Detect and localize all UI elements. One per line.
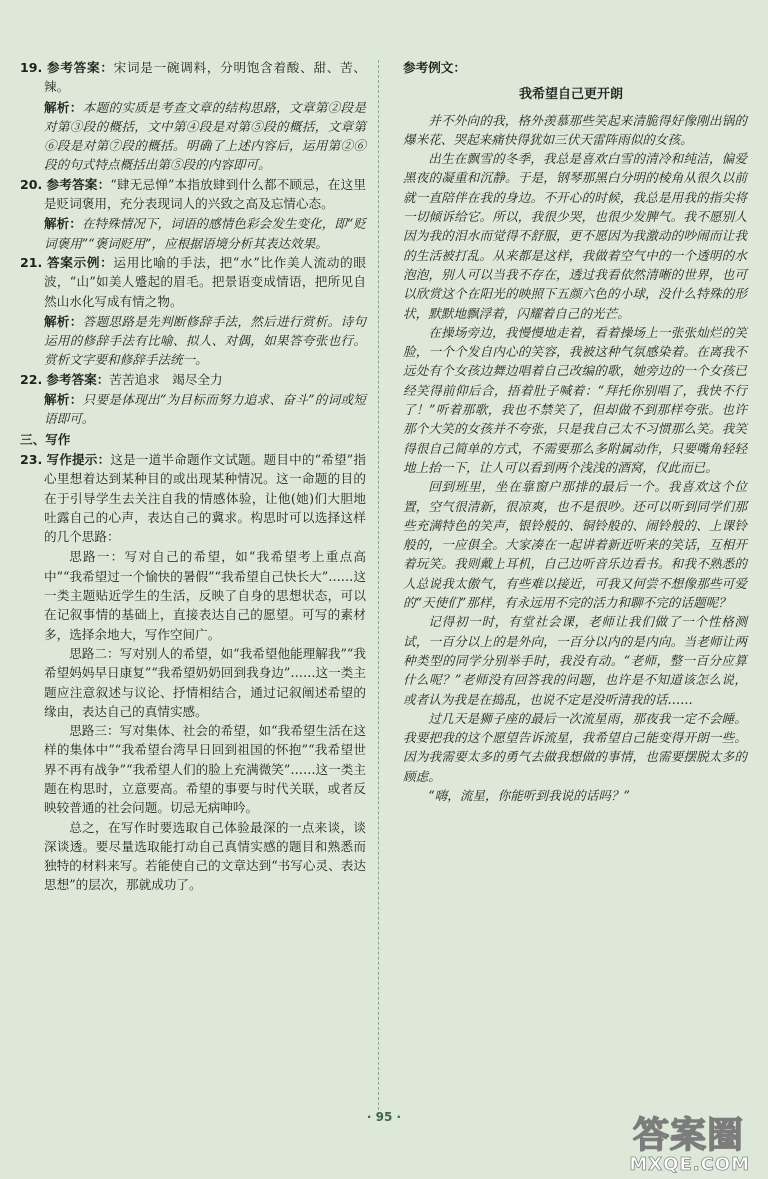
essay-title: 我希望自己更开朗 (518, 87, 623, 103)
analysis-label: 解析： (44, 216, 82, 232)
analysis-text: 本题的实质是考查文章的结构思路，文章第②段是对第③段的概括，文中第④段是对第⑤段的概括，文章第⑥段是对第⑦段的概括。明确了上述内容后，运用第②⑥段的句式特点概括出第⑤段的内容即可。 (44, 99, 367, 173)
analysis-label: 解析： (44, 392, 83, 408)
watermark-text: 答案圈 (632, 1115, 744, 1156)
analysis-text: 只要是体现出“为目标而努力追求、奋斗”的词或短语即可。 (44, 392, 366, 427)
essay-body (395, 111, 747, 806)
essay-paragraph: 记得初一时，有堂社会课，老师让我们做了一个性格测试，一百分以上的是外向，一百分以内的是内向。当老师让两种类型的同学分别举手时，我没有动。“老师，整一百分应算什么呢？”老师没有回答我的问题，也许是不知道该怎么说，或者认为我是在捣乱，也说不定是没听清我的话…… (403, 614, 747, 707)
question-22 (20, 370, 366, 389)
essay-paragraph: 并不外向的我，格外羡慕那些笑起来清脆得好像刚出锅的爆米花、哭起来痛快得犹如三伏天雷阵雨似的女孩。 (403, 112, 747, 147)
question-number: 20. (20, 176, 43, 192)
page-number: · 95 · (366, 1110, 402, 1124)
answer-text: “肆无忌惮”本指放肆到什么都不顾忌，在这里是贬词褒用，充分表现词人的兴致之高及忘情心态。 (44, 176, 366, 212)
question-21 (20, 253, 366, 311)
analysis-text: 在特殊情况下，词语的感情色彩会发生变化，即“贬词褒用”“褒词贬用”，应根据语境分析其表达效果。 (44, 216, 366, 251)
section-heading: 三、写作 (20, 431, 71, 447)
analysis-22 (20, 390, 366, 429)
reference-essay-label: 参考例文： (403, 60, 466, 75)
answer-text: 宋词是一碗调料，分明饱含着酸、甜、苦、辣。 (44, 60, 367, 95)
answer-text: 运用比喻的手法，把“水”比作美人流动的眼波，“山”如美人蹙起的眉毛。把景语变成情语，把所见自然山水化写成有情之物。 (44, 254, 367, 309)
answer-text: 苦苦追求 竭尽全力 (109, 371, 223, 387)
essay-paragraph: “嗨，流星，你能听到我说的话吗？” (428, 787, 630, 803)
watermark-url: MXQE.COM (629, 1154, 750, 1175)
answer-column (20, 58, 366, 895)
writing-tip-label: 写作提示： (46, 451, 111, 467)
answer-label: 参考答案： (46, 371, 110, 387)
analysis-label: 解析： (44, 313, 83, 329)
writing-idea-2: 思路二：写对别人的希望，如“我希望他能理解我”“我希望妈妈早日康复”“我希望奶奶回到我身边”……这一类主题应注意叙述与议论、抒情相结合，通过记叙阐述希望的缘由，表达自己的真情实感。 (44, 645, 366, 719)
question-number: 23. (20, 451, 43, 467)
question-number: 21. (20, 254, 43, 270)
writing-tip-intro: 这是一道半命题作文试题。题目中的“希望”指心里想着达到某种目的或出现某种情况。这一命题的目的在于引导学生去关注自我的情感体验，让他(她)们大胆地吐露自己的心声，表达自己的冀求。构思时可以选择这样的几个思路： (44, 451, 366, 545)
analysis-text: 答题思路是先判断修辞手法，然后进行赏析。诗句运用的修辞手法有比喻、拟人、对偶，如果答夸张也行。赏析文字要和修辞手法统一。 (44, 313, 367, 368)
essay-column (395, 58, 747, 805)
writing-summary: 总之，在写作时要选取自己体验最深的一点来谈，谈深谈透。要尽量选取能打动自己真情实感的题目和熟悉而独特的材料来写。若能使自己的文章达到“书写心灵、表达思想”的层次，那就成功了。 (44, 819, 366, 893)
page-number-value: 95 (375, 1110, 393, 1124)
analysis-label: 解析： (44, 99, 83, 115)
watermark-logo (624, 1107, 754, 1175)
essay-paragraph: 回到班里，坐在靠窗户那排的最后一个。我喜欢这个位置，空气很清新，很凉爽，也不是很吵。还可以听到同学们那些充满特色的笑声，银铃般的、铜铃般的、闹铃般的、上课铃般的，一应俱全。大家凑在一起讲着新近听来的笑话，互相开着玩笑。我则戴上耳机，自己边听音乐边看书。和我不熟悉的人总说我太傲气，有些难以接近，可我又何尝不想像那些可爱的“天使们”那样，有永远用不完的活力和聊不完的话题呢？ (403, 479, 747, 611)
question-number: 19. (20, 60, 43, 75)
question-19 (20, 58, 366, 97)
question-20 (20, 175, 366, 214)
answer-label: 参考答案： (47, 60, 114, 75)
analysis-19 (20, 98, 366, 175)
writing-idea-1: 思路一：写对自己的希望，如“我希望考上重点高中”“我希望过一个愉快的暑假”“我希望自己快长大”……这一类主题贴近学生的生活，反映了自身的思想状态，可以在记叙事情的基础上，直接表达自己的愿望。可写的素材多，选择余地大，写作空间广。 (44, 549, 366, 642)
answer-label: 答案示例： (47, 254, 114, 270)
essay-paragraph: 出生在飘雪的冬季，我总是喜欢白雪的清冷和纯洁，偏爱黑夜的凝重和沉静。于是，钢琴那黑白分明的棱角从很久以前就一直陪伴在我的身边。不开心的时候，我总是用我的指尖将一切倾诉给它。所以，我很少哭，也很少发脾气。我不愿别人因为我的泪水而觉得不舒服，更不愿因为我激动的吵闹而让我的生活被打乱。从来都是这样，我做着空气中的一个透明的水泡泡，别人可以当我不存在，透过我看依然清晰的世界，也可以欣赏这个在阳光的映照下五颜六色的小球，没什么特殊的形状，默默地飘浮着，闪耀着自己的光芒。 (403, 151, 747, 321)
essay-paragraph: 过几天是狮子座的最后一次流星雨，那夜我一定不会睡。我要把我的这个愿望告诉流星，我希望自己能变得开朗一些。因为我需要太多的勇气去做我想做的事情，也需要摆脱太多的顾虑。 (403, 710, 747, 784)
question-23 (20, 450, 366, 546)
writing-idea-3: 思路三：写对集体、社会的希望，如“我希望生活在这样的集体中”“我希望台湾早日回到祖国的怀抱”“我希望世界不再有战争”“我希望人们的脸上充满微笑”……这一类主题在构思时，立意要高。希望的事要与时代关联，或者反映较普通的社会问题。切忌无病呻吟。 (44, 723, 366, 816)
answer-label: 参考答案： (46, 176, 111, 192)
question-number: 22. (20, 371, 43, 387)
essay-paragraph: 在操场旁边，我慢慢地走着，看着操场上一张张灿烂的笑脸，一个个发自内心的笑容，我被这种气氛感染着。在离我不远处有个女孩边舞边唱着自己改编的歌，她旁边的一个女孩已经笑得前仰后合，捂着肚子喊着：“拜托你别唱了，我快不行了！”听着那歌，我也不禁笑了，但却做不到那样夸张。也许那个大笑的女孩并不夸张，只是我自己太不习惯那么笑。我笑得很自己简单的方式，不需要那么多附属动作，只要嘴角轻轻地上抬一下，让人可以看到两个浅浅的酒窝，仅此而已。 (403, 324, 747, 475)
column-divider (378, 60, 379, 1120)
analysis-20 (20, 214, 366, 253)
analysis-21 (20, 312, 366, 370)
